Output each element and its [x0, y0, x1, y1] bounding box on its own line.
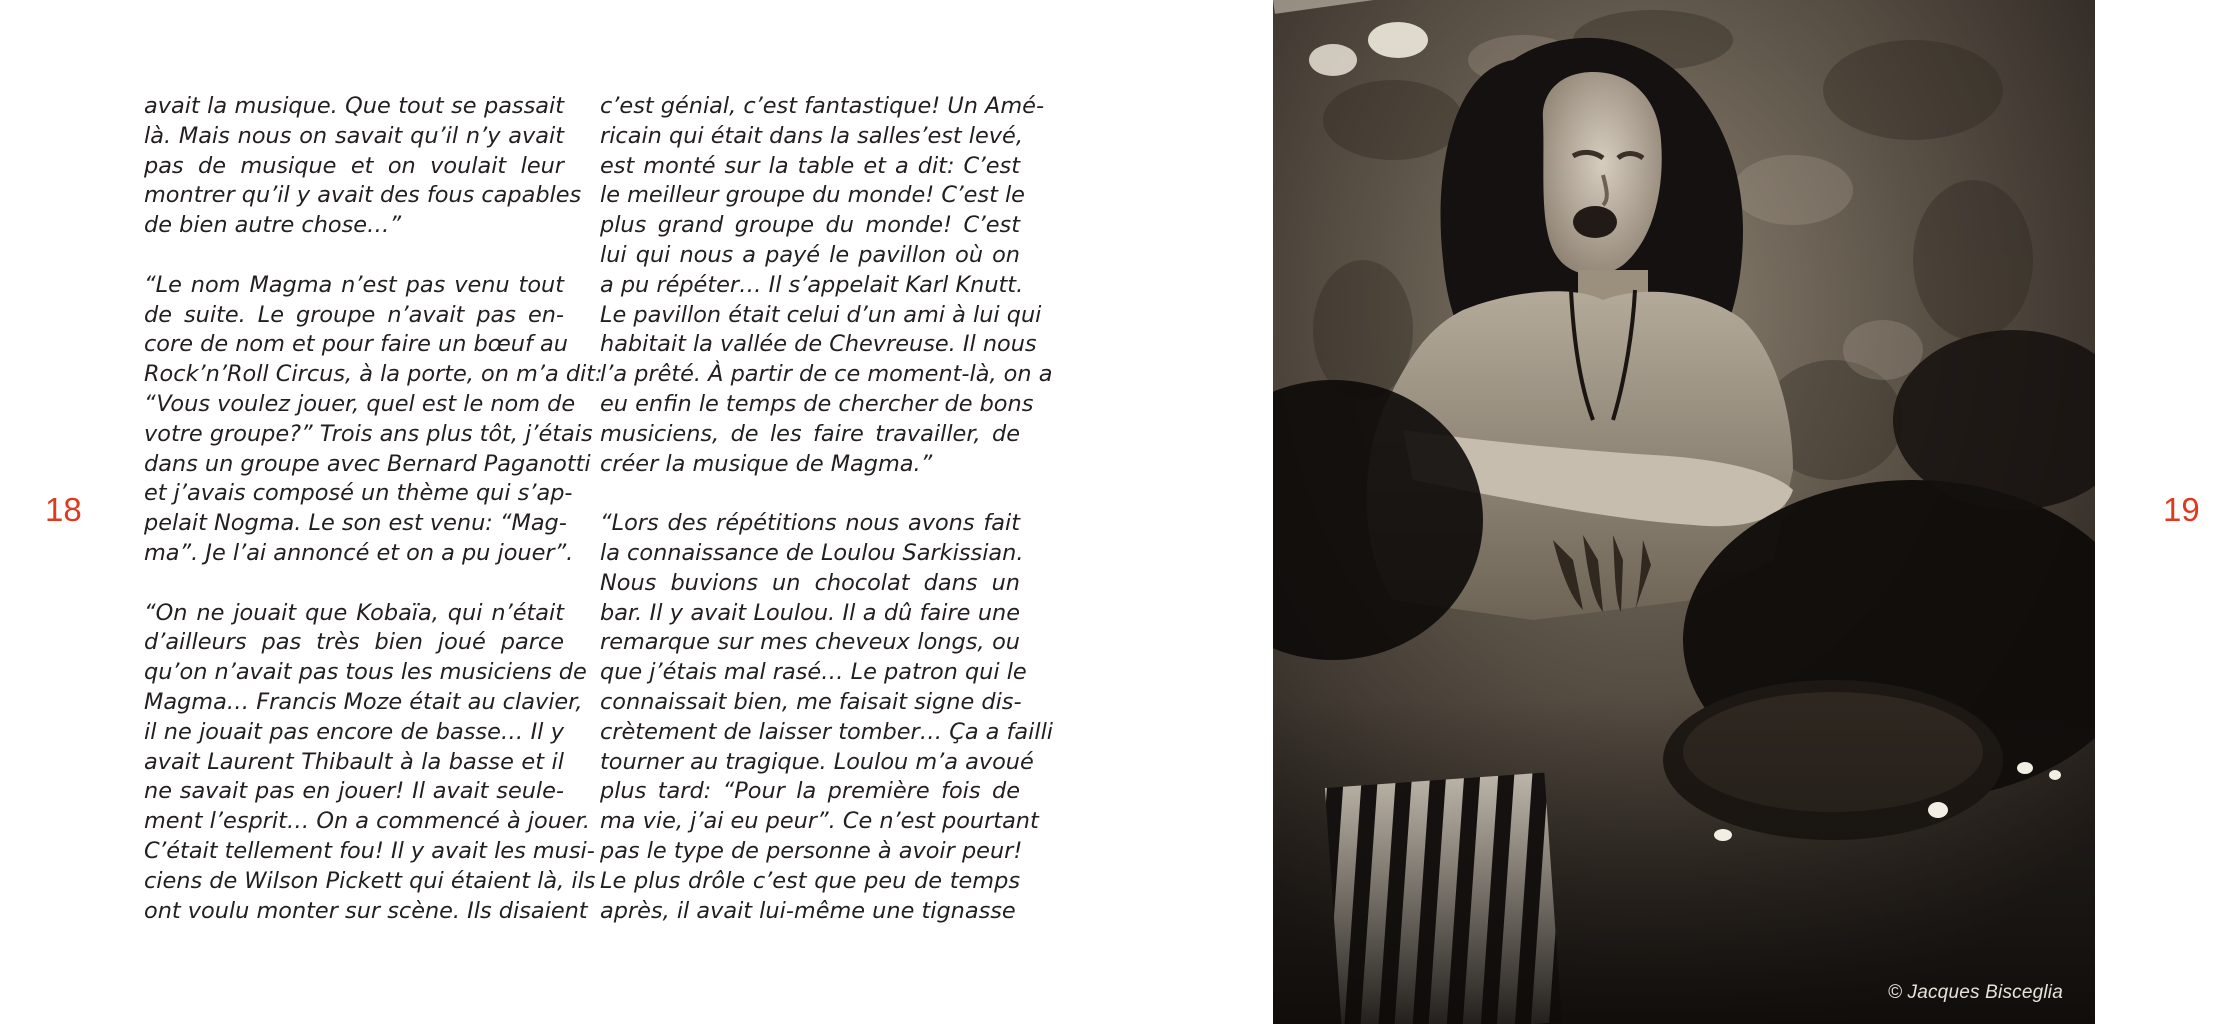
text-line: Magma… Francis Moze était au clavier, [144, 688, 583, 715]
text-line: le meilleur groupe du monde! C’est le [600, 182, 1025, 209]
text-line: ciens de Wilson Pickett qui étaient là, ils [144, 867, 596, 894]
photo-illustration [1273, 0, 2095, 1024]
page-number-left: 18 [45, 491, 82, 528]
text-line: Le pavillon était celui d’un ami à lui qui [600, 301, 1042, 328]
text-line: plus tard: “Pour la première fois de [600, 778, 1020, 805]
text-line: c’est génial, c’est fantastique! Un Amé- [600, 93, 1045, 119]
text-line: plus grand groupe du monde! C’est [600, 212, 1020, 239]
text-line: “On ne jouait que Kobaïa, qui n’était [144, 599, 564, 626]
text-line: de bien autre chose…” [144, 212, 402, 239]
text-line: Rock’n’Roll Circus, à la porte, on m’a dit: [144, 361, 603, 388]
text-line: C’était tellement fou! Il y avait les musi- [144, 837, 595, 864]
paragraph [144, 92, 582, 241]
text-line: tourner au tragique. Loulou m’a avoué [600, 748, 1034, 775]
text-column-left [144, 92, 603, 926]
text-line: d’ailleurs pas très bien joué parce [144, 629, 564, 656]
text-line: créer la musique de Magma.” [600, 450, 933, 477]
text-line: pas de musique et on voulait leur [144, 152, 564, 179]
photo-credit: © Jacques Bisceglia [1887, 982, 2063, 1003]
text-line: qu’on n’avait pas tous les musiciens de [144, 659, 587, 686]
paragraph [600, 509, 1054, 926]
text-line: de suite. Le groupe n’avait pas en- [144, 301, 564, 328]
text-line: habitait la vallée de Chevreuse. Il nous [600, 331, 1037, 358]
text-line: ma vie, j’ai eu peur”. Ce n’est pourtant [600, 808, 1039, 835]
text-line: ma”. Je l’ai annoncé et on a pu jouer”. [144, 539, 574, 566]
text-line: pas le type de personne à avoir peur! [600, 837, 1023, 864]
paragraph [144, 599, 596, 927]
text-line: ont voulu monter sur scène. Ils disaient [144, 897, 588, 924]
text-line: crètement de laisser tomber… Ça a failli [600, 718, 1054, 745]
paragraph [144, 271, 603, 569]
text-line: Le plus drôle c’est que peu de temps [600, 867, 1020, 894]
text-line: il ne jouait pas encore de basse… Il y [144, 718, 564, 745]
text-line: “Vous voulez jouer, quel est le nom de [144, 390, 576, 417]
text-line: ricain qui était dans la salles’est levé, [600, 122, 1023, 149]
text-line: après, il avait lui-même une tignasse [600, 897, 1016, 924]
text-line: ne savait pas en jouer! Il avait seule- [144, 778, 564, 805]
text-line: “Lors des répétitions nous avons fait [600, 510, 1020, 537]
text-line: connaissait bien, me faisait signe dis- [600, 688, 1022, 715]
text-line: votre groupe?” Trois ans plus tôt, j’étais [144, 420, 593, 447]
text-line: l’a prêté. À partir de ce moment-là, on a [600, 361, 1053, 388]
text-line: core de nom et pour faire un bœuf au [144, 331, 568, 358]
text-line: bar. Il y avait Loulou. Il a dû faire une [600, 599, 1020, 626]
text-line: là. Mais nous on savait qu’il n’y avait [144, 122, 564, 149]
text-line: Nous buvions un chocolat dans un [600, 569, 1020, 596]
text-line: ment l’esprit… On a commencé à jouer. [144, 808, 590, 835]
page-number-right: 19 [2163, 491, 2200, 528]
text-line: musiciens, de les faire travailler, de [600, 420, 1020, 447]
text-column-right [600, 92, 1054, 926]
text-line: lui qui nous a payé le pavillon où on [600, 241, 1020, 268]
text-line: avait Laurent Thibault à la basse et il [144, 748, 564, 775]
text-line: a pu répéter… Il s’appelait Karl Knutt. [600, 271, 1024, 298]
text-line: pelait Nogma. Le son est venu: “Mag- [144, 510, 567, 537]
paragraph [600, 92, 1053, 479]
concert-photo [1273, 0, 2095, 1024]
text-line: et j’avais composé un thème qui s’ap- [144, 480, 573, 507]
text-line: que j’étais mal rasé… Le patron qui le [600, 659, 1027, 686]
text-line: dans un groupe avec Bernard Paganotti [144, 450, 591, 477]
text-line: eu enfin le temps de chercher de bons [600, 390, 1034, 417]
text-line: montrer qu’il y avait des fous capables [144, 182, 582, 209]
text-line: la connaissance de Loulou Sarkissian. [600, 539, 1024, 566]
text-line: remarque sur mes cheveux longs, ou [600, 629, 1020, 656]
text-line: est monté sur la table et a dit: C’est [600, 152, 1020, 179]
text-line: “Le nom Magma n’est pas venu tout [144, 271, 564, 298]
text-line: avait la musique. Que tout se passait [144, 93, 564, 119]
